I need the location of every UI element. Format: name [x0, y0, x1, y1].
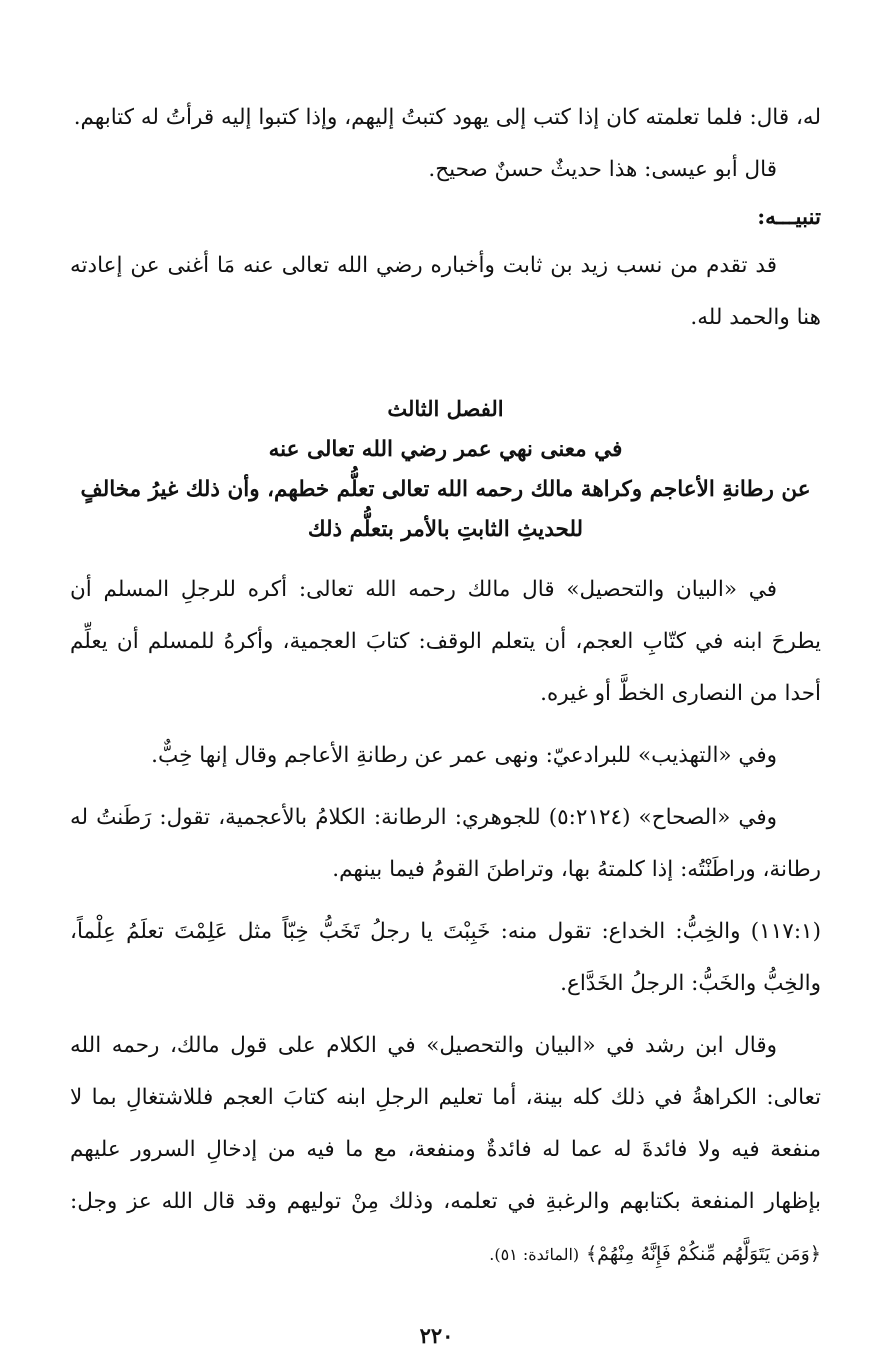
- chapter-subtitle-1: في معنى نهي عمر رضي الله تعالى عنه: [268, 437, 623, 462]
- ibn-rushd-text: وقال ابن رشد في «البيان والتحصيل» في الكلام على قول مالك، رحمه الله تعالى: الكراهةُ في ذلك كله بينة، أما تعليم الرجلِ ابنه كتابَ العجم فللاشتغالِ بما لا منفعة فيه ولا فائدةَ له عما له فائدةٌ ومنفعة، مع ما فيه من إدخالِ السرور عليهم بإظهار المنفعة بكتابهم والرغبةِ في تعلمه، وذلك مِنْ توليهم وقد قال الله عز وجل:: [70, 1033, 821, 1214]
- paragraph-khibb: (١١٧:١) والخِبُّ: الخداع: تقول منه: خَبِبْتَ يا رجلُ تَخَبُّ خِبّاً مثل عَلِمْتَ تعلَمُ عِلْماً، والخِبُّ والخَبُّ: الرجلُ الخَدَّاع.: [70, 919, 821, 996]
- paragraph-note: قد تقدم من نسب زيد بن ثابت وأخباره رضي الله تعالى عنه مَا أغنى عن إعادته هنا والحمد لله.: [70, 253, 821, 330]
- paragraph-bayan: في «البيان والتحصيل» قال مالك رحمه الله تعالى: أكره للرجلِ المسلم أن يطرحَ ابنه في كتّابِ العجم، أن يتعلم الوقف: كتابَ العجمية، وأكرهُ للمسلم أن يعلِّم أحدا من النصارى الخطَّ أو غيره.: [70, 577, 821, 706]
- paragraph-tahdhib: وفي «التهذيب» للبرادعيّ: ونهى عمر عن رطانةِ الأعاجم وقال إنها خِبٌّ.: [151, 743, 777, 768]
- chapter-subtitle-2: عن رطانةِ الأعاجم وكراهة مالك رحمه الله تعالى تعلُّم خطهم، وأن ذلك غيرُ مخالفٍ للحديثِ الثابتِ بالأمر بتعلُّم ذلك: [80, 477, 811, 542]
- page-number: ٢٢٠: [419, 1323, 454, 1348]
- paragraph-abu-isa: قال أبو عيسى: هذا حديثٌ حسنٌ صحيح.: [428, 157, 777, 182]
- chapter-title: الفصل الثالث: [387, 396, 504, 421]
- paragraph-continuation: له، قال: فلما تعلمته كان إذا كتب إلى يهود كتبتُ إليهم، وإذا كتبوا إليه قرأتُ له كتابهم.: [73, 105, 821, 130]
- book-page: [70, 92, 821, 1332]
- paragraph-sihah: وفي «الصحاح» (٥:٢١٢٤) للجوهري: الرطانة: الكلامُ بالأعجمية، تقول: رَطَنتُ له رطانة، وراطَنْتُه: إذا كلمتهُ بها، وتراطنَ القومُ فيما بينهم.: [70, 805, 821, 882]
- note-heading: تنبيـــه:: [757, 205, 821, 230]
- quran-reference: (المائدة: ٥١).: [489, 1245, 580, 1264]
- quran-verse: ﴿وَمَن يَتَوَلَّهُم مِّنكُمْ فَإِنَّهُ مِنْهُمْ﴾: [586, 1243, 821, 1265]
- paragraph-ibn-rushd: [70, 1020, 821, 1281]
